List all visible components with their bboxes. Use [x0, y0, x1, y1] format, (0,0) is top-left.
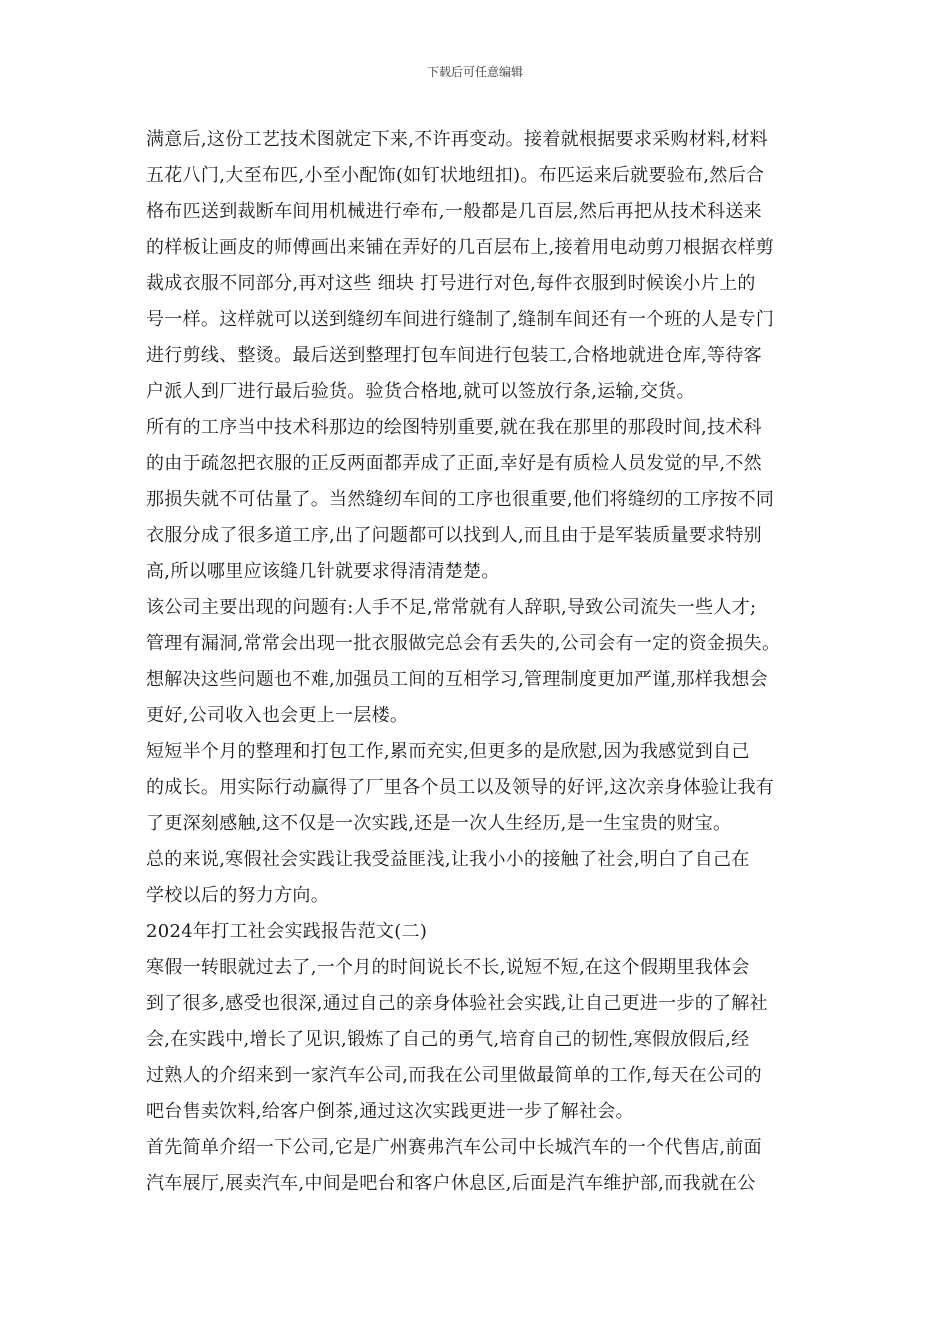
text-line: 的样板让画皮的师傅画出来铺在弄好的几百层布上,接着用电动剪刀根据衣样剪 — [146, 237, 775, 258]
text-line: 首先简单介绍一下公司,它是广州赛弗汽车公司中长城汽车的一个代售店,前面 — [146, 1137, 762, 1158]
text-line: 管理有漏洞,常常会出现一批衣服做完总会有丢失的,公司会有一定的资金损失。 — [146, 633, 781, 654]
text-line: 衣服分成了很多道工序,出了问题都可以找到人,而且由于是军装质量要求特别 — [146, 525, 762, 546]
text-line: 高,所以哪里应该缝几针就要求得清清楚楚。 — [146, 561, 500, 582]
text-line: 那损失就不可估量了。当然缝纫车间的工序也很重要,他们将缝纫的工序按不同 — [146, 489, 775, 510]
text-line: 了更深刻感触,这不仅是一次实践,还是一次人生经历,是一生宝贵的财宝。 — [146, 813, 732, 834]
text-line: 号一样。这样就可以送到缝纫车间进行缝制了,缝制车间还有一个班的人是专门 — [146, 309, 775, 330]
text-line: 会,在实践中,增长了见识,锻炼了自己的勇气,培育自己的韧性,寒假放假后,经 — [146, 1029, 750, 1050]
text-line: 裁成衣服不同部分,再对这些 细块 打号进行对色,每件衣服到时候诶小片上的 — [146, 273, 756, 294]
text-line: 寒假一转眼就过去了,一个月的时间说长不长,说短不短,在这个假期里我体会 — [146, 957, 750, 978]
text-line: 格布匹送到裁断车间用机械进行牵布,一般都是几百层,然后再把从技术科送来 — [146, 201, 762, 222]
text-line: 该公司主要出现的问题有:人手不足,常常就有人辞职,导致公司流失一些人才; — [146, 597, 757, 618]
text-line: 户派人到厂进行最后验货。验货合格地,就可以签放行条,运输,交货。 — [146, 381, 695, 402]
text-line: 2024年打工社会实践报告范文(二) — [146, 921, 428, 942]
text-line: 过熟人的介绍来到一家汽车公司,而我在公司里做最简单的工作,每天在公司的 — [146, 1065, 762, 1086]
page-header: 下载后可任意编辑 — [426, 65, 523, 79]
text-line: 五花八门,大至布匹,小至小配饰(如钉状地纽扣)。布匹运来后就要验布,然后合 — [146, 165, 765, 186]
text-line: 的由于疏忽把衣服的正反两面都弄成了正面,幸好是有质检人员发觉的早,不然 — [146, 453, 762, 474]
text-line: 到了很多,感受也很深,通过自己的亲身体验社会实践,让自己更进一步的了解社 — [146, 993, 768, 1014]
text-line: 进行剪线、整烫。最后送到整理打包车间进行包装工,合格地就进仓库,等待客 — [146, 345, 762, 366]
text-line: 满意后,这份工艺技术图就定下来,不许再变动。接着就根据要求采购材料,材料 — [146, 129, 768, 150]
text-line: 短短半个月的整理和打包工作,累而充实,但更多的是欣慰,因为我感觉到自己 — [146, 741, 750, 762]
text-line: 吧台售卖饮料,给客户倒茶,通过这次实践更进一步了解社会。 — [146, 1101, 634, 1122]
text-line: 汽车展厅,展卖汽车,中间是吧台和客户休息区,后面是汽车维护部,而我就在公 — [146, 1173, 756, 1194]
text-line: 想解决这些问题也不难,加强员工间的互相学习,管理制度更加严谨,那样我想会 — [146, 669, 768, 690]
text-line: 所有的工序当中技术科那边的绘图特别重要,就在我在那里的那段时间,技术科 — [146, 417, 762, 438]
text-line: 更好,公司收入也会更上一层楼。 — [146, 705, 409, 726]
text-line: 总的来说,寒假社会实践让我受益匪浅,让我小小的接触了社会,明白了自己在 — [146, 849, 750, 870]
text-line: 的成长。用实际行动赢得了厂里各个员工以及领导的好评,这次亲身体验让我有 — [146, 777, 775, 798]
document-body — [146, 122, 810, 1202]
text-line: 学校以后的努力方向。 — [146, 885, 329, 906]
